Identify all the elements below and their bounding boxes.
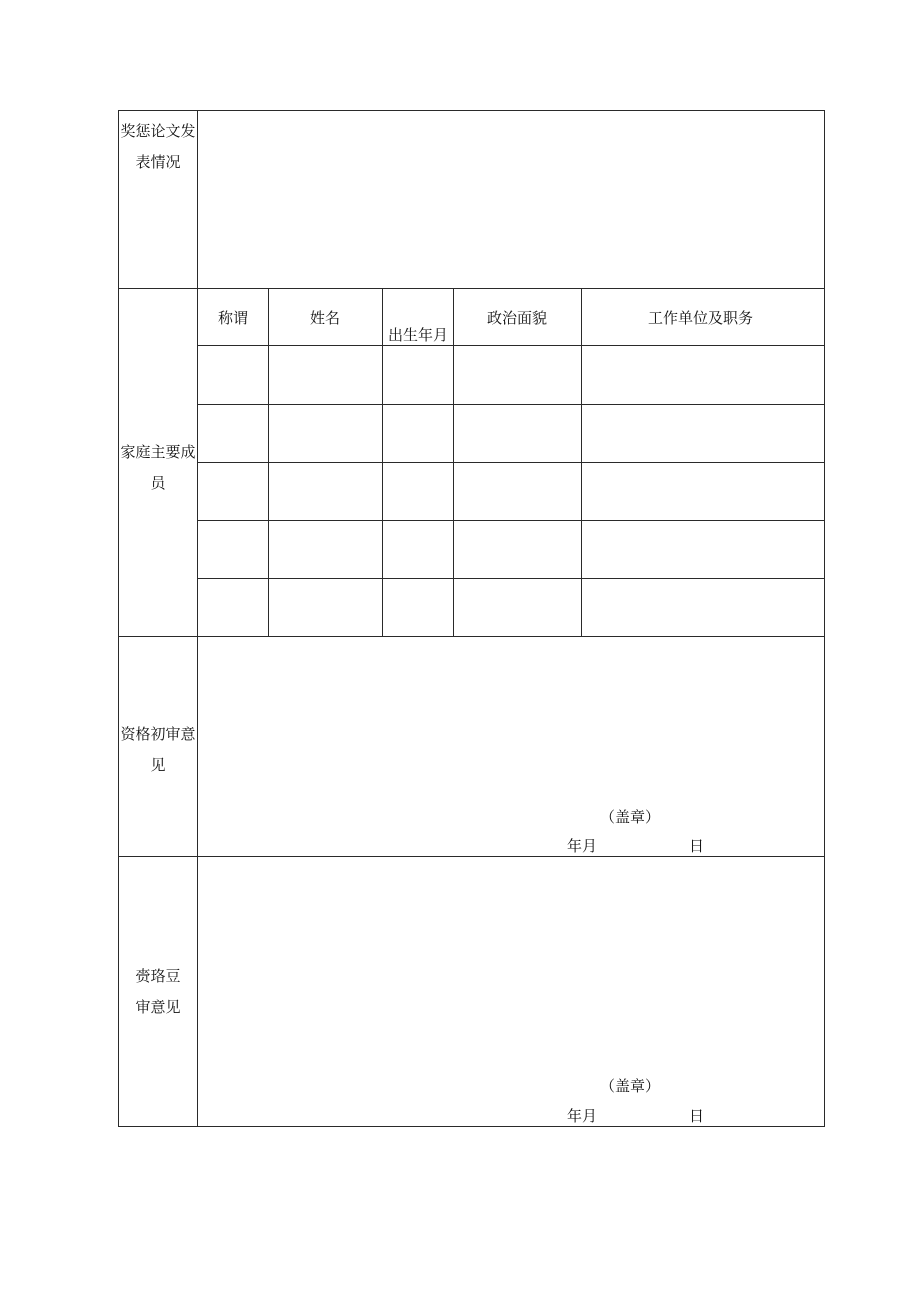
border-bottom xyxy=(118,1126,825,1127)
family-row-5-work[interactable] xyxy=(583,580,823,635)
family-row-line xyxy=(197,462,825,463)
family-row-3-political[interactable] xyxy=(455,464,580,519)
final-review-label-line1: 赍珞豆 xyxy=(135,967,181,985)
awards-label-line1: 奖惩论文发 xyxy=(120,122,196,140)
header-political: 政治面貌 xyxy=(487,309,548,327)
family-row-3-work[interactable] xyxy=(583,464,823,519)
final-review-label-line2: 审意见 xyxy=(135,998,181,1016)
family-row-line xyxy=(197,520,825,521)
family-row-2-name[interactable] xyxy=(270,406,381,461)
registration-form-table xyxy=(118,110,825,1127)
family-row-2-relation[interactable] xyxy=(199,406,267,461)
family-row-1-work[interactable] xyxy=(583,347,823,403)
family-row-1-name[interactable] xyxy=(270,347,381,403)
initial-review-day: 日 xyxy=(689,837,705,855)
family-row-4-relation[interactable] xyxy=(199,522,267,577)
label-column-divider xyxy=(197,110,198,1127)
family-col-line xyxy=(268,288,269,636)
family-row-3-relation[interactable] xyxy=(199,464,267,519)
border-right xyxy=(824,110,825,1127)
final-review-content-field[interactable] xyxy=(199,858,823,1066)
section-divider-family xyxy=(118,636,825,637)
initial-review-label-line2: 见 xyxy=(150,756,166,774)
family-label-line2: 员 xyxy=(150,474,166,492)
family-label-line1: 家庭主要成 xyxy=(120,443,196,461)
family-row-4-birth[interactable] xyxy=(384,522,452,577)
family-col-line xyxy=(581,288,582,636)
awards-content-field[interactable] xyxy=(199,112,823,287)
family-row-5-birth[interactable] xyxy=(384,580,452,635)
family-row-4-name[interactable] xyxy=(270,522,381,577)
family-row-5-name[interactable] xyxy=(270,580,381,635)
family-row-1-birth[interactable] xyxy=(384,347,452,403)
family-row-5-political[interactable] xyxy=(455,580,580,635)
final-review-day: 日 xyxy=(689,1107,705,1125)
family-row-line xyxy=(197,578,825,579)
initial-review-year-month: 年月 xyxy=(567,837,598,855)
family-label xyxy=(119,437,197,499)
initial-review-label-line1: 资格初审意 xyxy=(120,725,196,743)
family-row-2-political[interactable] xyxy=(455,406,580,461)
family-row-2-birth[interactable] xyxy=(384,406,452,461)
header-birth: 出生年月 xyxy=(388,326,449,344)
family-row-3-name[interactable] xyxy=(270,464,381,519)
final-review-year-month: 年月 xyxy=(567,1107,598,1125)
section-divider-initial xyxy=(118,856,825,857)
family-row-1-relation[interactable] xyxy=(199,347,267,403)
family-row-4-work[interactable] xyxy=(583,522,823,577)
initial-review-label xyxy=(119,719,197,781)
family-row-3-birth[interactable] xyxy=(384,464,452,519)
section-divider-awards xyxy=(118,288,825,289)
awards-label-line2: 表情况 xyxy=(135,153,181,171)
family-row-2-work[interactable] xyxy=(583,406,823,461)
family-row-line xyxy=(197,404,825,405)
header-work: 工作单位及职务 xyxy=(648,309,754,327)
header-relation: 称谓 xyxy=(218,309,249,327)
family-row-line xyxy=(197,345,825,346)
border-top xyxy=(118,110,825,111)
family-row-4-political[interactable] xyxy=(455,522,580,577)
final-review-seal: （盖章） xyxy=(600,1077,661,1095)
awards-label xyxy=(119,116,197,178)
final-review-label xyxy=(119,961,197,1023)
initial-review-seal: （盖章） xyxy=(600,808,661,826)
family-col-line xyxy=(382,288,383,636)
family-row-5-relation[interactable] xyxy=(199,580,267,635)
family-row-1-political[interactable] xyxy=(455,347,580,403)
header-name: 姓名 xyxy=(310,309,341,327)
initial-review-content-field[interactable] xyxy=(199,638,823,798)
family-col-line xyxy=(453,288,454,636)
